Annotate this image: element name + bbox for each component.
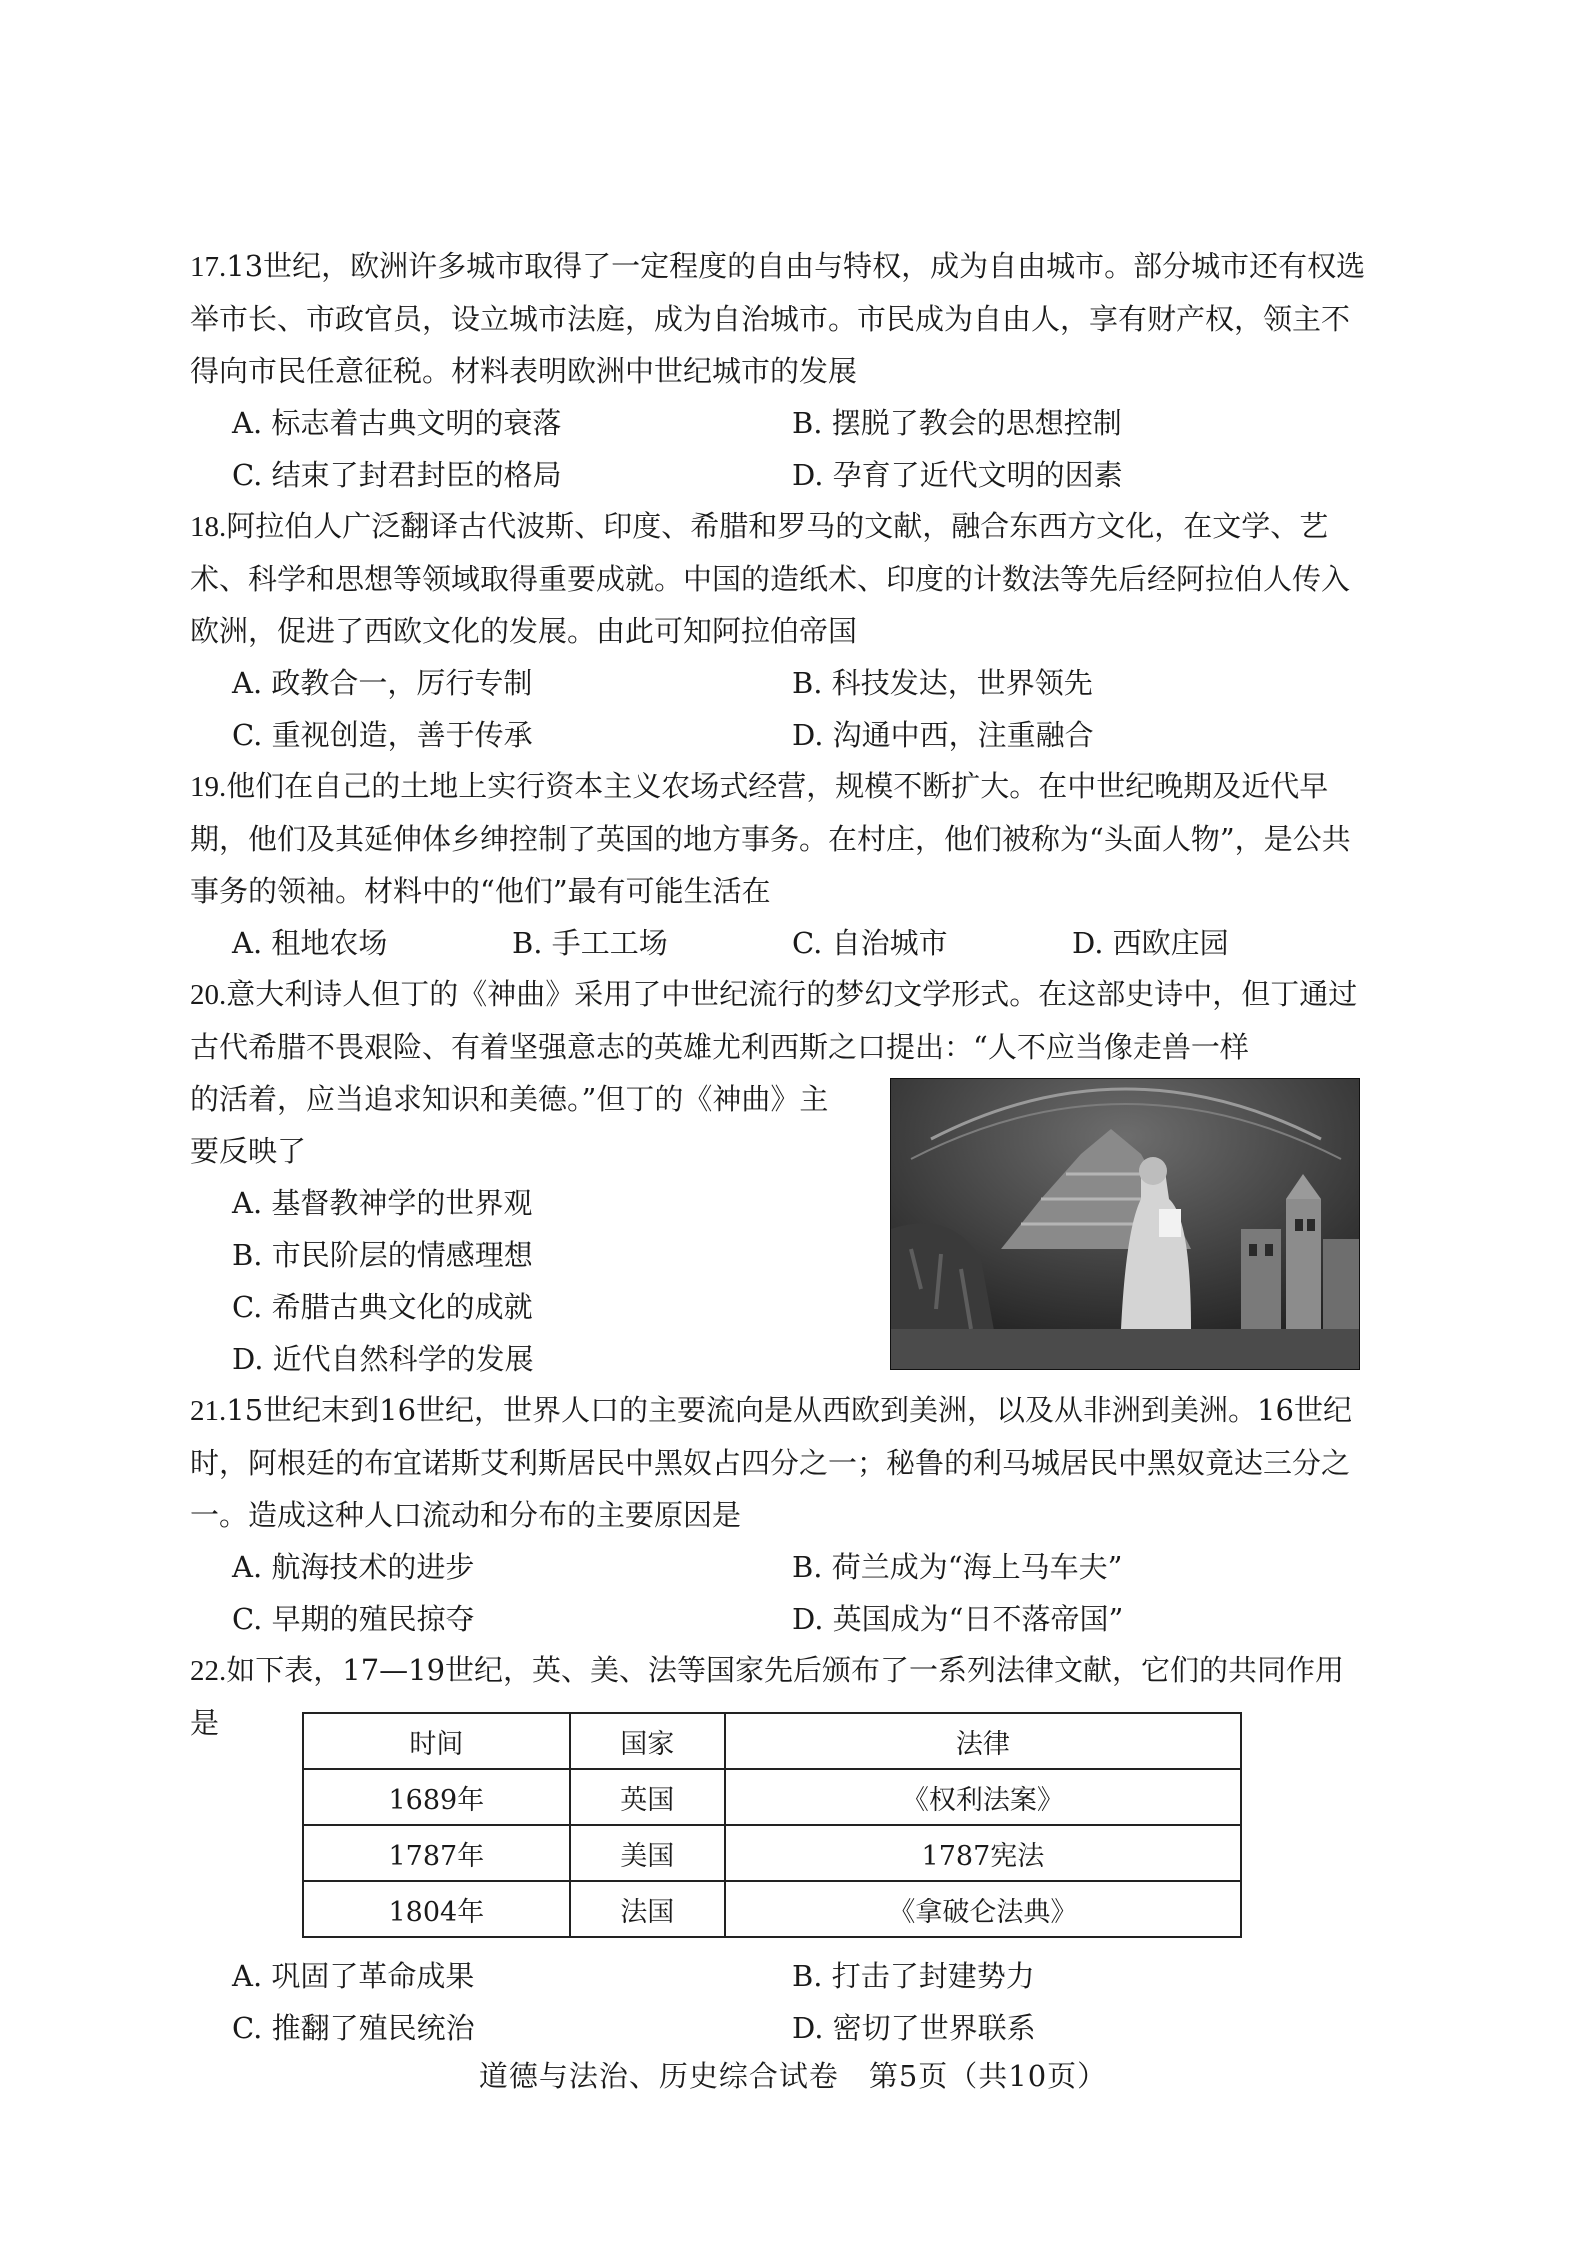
painting-illustration [891, 1079, 1359, 1369]
question-stem [190, 968, 1370, 1073]
table-header: 时间 [303, 1713, 570, 1769]
options [190, 1541, 1370, 1645]
table-cell: 1689年 [303, 1769, 570, 1825]
question-stem-continued: 的活着，应当追求知识和美德。”但丁的《神曲》主要反映了 [190, 1082, 829, 1168]
question-number: 17. [190, 251, 227, 283]
options [190, 917, 1370, 969]
option-c[interactable]: C. 结束了封君封臣的格局 [232, 458, 562, 492]
option-a[interactable]: A. 巩固了革命成果 [232, 1959, 475, 1993]
table-cell: 《拿破仑法典》 [725, 1881, 1241, 1937]
table-row [303, 1825, 1241, 1881]
question-number: 19. [190, 771, 227, 803]
table-cell: 美国 [570, 1825, 725, 1881]
question-21 [190, 1384, 1370, 1645]
option-d[interactable]: D. 沟通中西，注重融合 [792, 718, 1094, 752]
table-row [303, 1769, 1241, 1825]
option-b[interactable]: B. 市民阶层的情感理想 [232, 1238, 533, 1272]
options [190, 1950, 1370, 2054]
question-number: 18. [190, 511, 227, 543]
table-cell: 英国 [570, 1769, 725, 1825]
option-a[interactable]: A. 政教合一，厉行专制 [232, 666, 533, 700]
option-b[interactable]: B. 荷兰成为“海上马车夫” [792, 1550, 1123, 1584]
option-a[interactable]: A. 标志着古典文明的衰落 [232, 406, 562, 440]
table-cell: 1787宪法 [725, 1825, 1241, 1881]
option-d[interactable]: D. 英国成为“日不落帝国” [792, 1602, 1124, 1636]
table-row [303, 1881, 1241, 1937]
question-text: 13世纪，欧洲许多城市取得了一定程度的自由与特权，成为自由城市。部分城市还有权选举市长、市政官员，设立城市法庭，成为自治城市。市民成为自由人，享有财产权，领主不得向市民任意征税。材料表明欧洲中世纪城市的发展 [190, 249, 1366, 388]
option-c[interactable]: C. 重视创造，善于传承 [232, 718, 533, 752]
question-text: 15世纪末到16世纪，世界人口的主要流向是从西欧到美洲，以及从非洲到美洲。16世纪时，阿根廷的布宜诺斯艾利斯居民中黑奴占四分之一；秘鲁的利马城居民中黑奴竟达三分之一。造成这种人口流动和分布的主要原因是 [190, 1393, 1352, 1532]
question-stem [190, 1384, 1370, 1541]
table-cell: 1787年 [303, 1825, 570, 1881]
option-a[interactable]: A. 航海技术的进步 [232, 1550, 475, 1584]
dante-painting-image [890, 1078, 1360, 1370]
option-b[interactable]: B. 打击了封建势力 [792, 1959, 1035, 1993]
question-stem [190, 500, 1370, 657]
question-17 [190, 240, 1370, 501]
question-number: 21. [190, 1395, 227, 1427]
question-number: 20. [190, 979, 227, 1011]
question-stem [190, 760, 1370, 917]
option-c[interactable]: C. 早期的殖民掠夺 [232, 1602, 475, 1636]
question-19 [190, 760, 1370, 969]
table-cell: 法国 [570, 1881, 725, 1937]
question-number: 22. [190, 1655, 227, 1687]
question-text: 阿拉伯人广泛翻译古代波斯、印度、希腊和罗马的文献，融合东西方文化，在文学、艺术、科学和思想等领域取得重要成就。中国的造纸术、印度的计数法等先后经阿拉伯人传入欧洲，促进了西欧文化的发展。由此可知阿拉伯帝国 [190, 509, 1351, 648]
table-header: 法律 [725, 1713, 1241, 1769]
option-b[interactable]: B. 科技发达，世界领先 [792, 666, 1093, 700]
law-table [302, 1712, 1242, 1938]
question-22-options [190, 1950, 1370, 2054]
table-header-row [303, 1713, 1241, 1769]
question-text: 意大利诗人但丁的《神曲》采用了中世纪流行的梦幻文学形式。在这部史诗中，但丁通过古代希腊不畏艰险、有着坚强意志的英雄尤利西斯之口提出：“人不应当像走兽一样 [190, 977, 1358, 1064]
option-b[interactable]: B. 摆脱了教会的思想控制 [792, 406, 1122, 440]
option-a[interactable]: A. 租地农场 [232, 926, 388, 960]
question-text: 他们在自己的土地上实行资本主义农场式经营，规模不断扩大。在中世纪晚期及近代早期，他们及其延伸体乡绅控制了英国的地方事务。在村庄，他们被称为“头面人物”，是公共事务的领袖。材料中的“他们”最有可能生活在 [190, 769, 1351, 908]
option-a[interactable]: A. 基督教神学的世界观 [232, 1186, 533, 1220]
option-d[interactable]: D. 孕育了近代文明的因素 [792, 458, 1123, 492]
option-d[interactable]: D. 密切了世界联系 [792, 2011, 1036, 2045]
options [190, 657, 1370, 761]
table-cell: 《权利法案》 [725, 1769, 1241, 1825]
table-header: 国家 [570, 1713, 725, 1769]
option-b[interactable]: B. 手工工场 [512, 926, 668, 960]
page-footer: 道德与法治、历史综合试卷 第5页（共10页） [478, 2059, 1108, 2093]
option-c[interactable]: C. 推翻了殖民统治 [232, 2011, 475, 2045]
option-c[interactable]: C. 自治城市 [792, 926, 948, 960]
options [190, 397, 1370, 501]
table-cell: 1804年 [303, 1881, 570, 1937]
question-stem [190, 240, 1370, 397]
option-c[interactable]: C. 希腊古典文化的成就 [232, 1290, 533, 1324]
question-18 [190, 500, 1370, 761]
option-d[interactable]: D. 西欧庄园 [1072, 926, 1229, 960]
option-d[interactable]: D. 近代自然科学的发展 [232, 1342, 534, 1376]
question-text: 如下表，17—19世纪，英、美、法等国家先后颁布了一系列法律文献，它们的共同作用是 [190, 1653, 1345, 1740]
